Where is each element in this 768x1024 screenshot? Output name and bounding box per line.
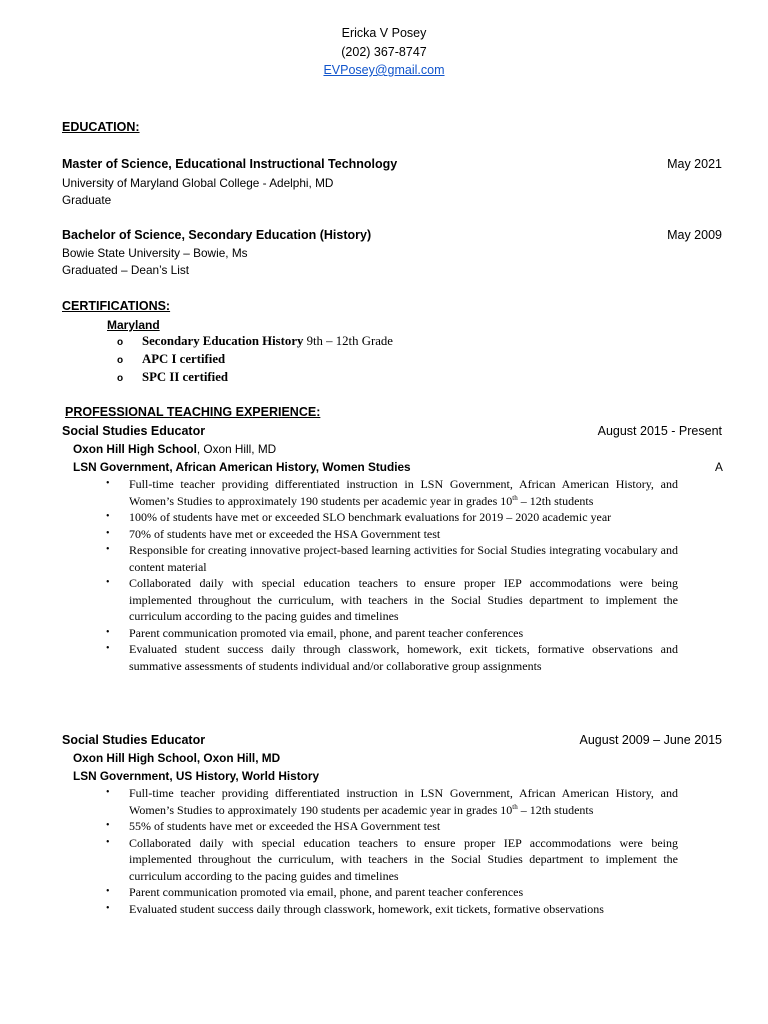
degree-1-status: Graduate	[62, 193, 112, 207]
bullet-icon: •	[106, 478, 110, 489]
bullet-icon: •	[106, 544, 110, 555]
degree-2-status: Graduated – Dean’s List	[62, 263, 190, 277]
bullet-text: Evaluated student success daily through classwork, homework, exit tickets, formative observations and summative assessments of students individual and/or collaborative group assignments	[129, 642, 678, 673]
list-item	[106, 542, 678, 575]
cert-item-rest: 9th – 12th Grade	[303, 334, 393, 348]
superscript-th: th	[512, 802, 518, 811]
job-2-bullets	[106, 785, 678, 917]
job-2-row	[62, 733, 722, 747]
list-item	[106, 818, 678, 835]
bullet-icon: o	[117, 337, 124, 348]
bullet-text-end: – 12th students	[517, 493, 594, 508]
list-item	[106, 476, 678, 509]
candidate-phone: (202) 367-8747	[341, 44, 427, 59]
job-1-subjects: LSN Government, African American History, Women Studies	[73, 460, 411, 474]
job-2-date: August 2009 – June 2015	[579, 733, 722, 747]
job-1-role: Social Studies Educator	[62, 424, 206, 438]
candidate-name: Ericka V Posey	[341, 26, 427, 40]
list-item	[106, 901, 678, 918]
bullet-text: 70% of students have met or exceeded the HSA Government test	[129, 526, 441, 541]
education-heading: EDUCATION:	[62, 120, 140, 134]
cert-state: Maryland	[107, 318, 160, 332]
cert-item-bold: Secondary Education History	[142, 334, 304, 348]
bullet-icon: •	[106, 886, 110, 897]
bullet-text: Evaluated student success daily through classwork, homework, exit tickets, formative observations	[129, 901, 604, 916]
bullet-text: Collaborated daily with special education teachers to ensure proper IEP accommodations were being implemented throughout the curriculum, with teachers in the Social Studies department to implement the curriculum according to the pacing guides and timelines	[129, 576, 678, 623]
bullet-text: 55% of students have met or exceeded the HSA Government test	[129, 819, 441, 833]
degree-1-row	[62, 157, 722, 171]
bullet-text: Collaborated daily with special education teachers to ensure proper IEP accommodations were being implemented throughout the curriculum, with teachers in the Social Studies department to implement the curriculum according to the pacing guides and timelines	[129, 835, 678, 883]
job-1-bullets	[106, 476, 678, 674]
degree-2-title: Bachelor of Science, Secondary Education (History)	[62, 228, 372, 242]
job-2-school: Oxon Hill High School, Oxon Hill, MD	[73, 751, 281, 765]
list-item	[106, 625, 678, 642]
list-item	[106, 526, 678, 543]
degree-1-title: Master of Science, Educational Instructional Technology	[62, 157, 398, 171]
job-1-date: August 2015 - Present	[597, 424, 722, 438]
job-1-row	[62, 424, 722, 438]
degree-1-date: May 2021	[667, 157, 722, 171]
bullet-icon: •	[106, 643, 110, 654]
job-1-school-location: , Oxon Hill, MD	[196, 442, 277, 456]
job-1-school-name: Oxon Hill High School	[73, 442, 197, 456]
stray-letter: A	[715, 460, 723, 474]
list-item	[106, 785, 678, 818]
bullet-icon: o	[117, 355, 124, 366]
bullet-icon: •	[106, 902, 110, 914]
degree-1-school: University of Maryland Global College - Adelphi, MD	[62, 176, 334, 190]
bullet-icon: •	[106, 836, 110, 848]
bullet-text-end: – 12th students	[517, 802, 594, 817]
bullet-icon: •	[106, 626, 110, 638]
cert-item	[117, 350, 393, 368]
cert-item	[117, 332, 393, 350]
bullet-text-start: Full-time teacher providing differentiated instruction in LSN Government, African American History, and Women’s Studies to approximately 190 students per academic year in grades 10	[129, 786, 678, 817]
bullet-icon: •	[106, 511, 110, 522]
cert-item	[117, 368, 393, 386]
job-2-subjects: LSN Government, US History, World History	[73, 769, 320, 783]
job-2-role: Social Studies Educator	[62, 733, 206, 747]
bullet-text-start: Full-time teacher providing differentiated instruction in LSN Government, African American History, and Women’s Studies to approximately 190 students per academic year in grades 10	[129, 477, 678, 508]
bullet-text: Parent communication promoted via email, phone, and parent teacher conferences	[129, 625, 524, 640]
bullet-text: Responsible for creating innovative project-based learning activities for Social Studies integrating vocabulary and content material	[129, 543, 678, 574]
degree-2-school: Bowie State University – Bowie, Ms	[62, 246, 248, 260]
degree-2-date: May 2009	[667, 228, 722, 242]
list-item	[106, 884, 678, 901]
cert-item-bold: SPC II certified	[142, 370, 229, 384]
bullet-text: 100% of students have met or exceeded SLO benchmark evaluations for 2019 – 2020 academic year	[129, 510, 612, 524]
list-item	[106, 509, 678, 526]
cert-list	[117, 332, 393, 386]
degree-2-row	[62, 228, 722, 242]
resume-header	[0, 24, 768, 80]
candidate-email-link[interactable]: EVPosey@gmail.com	[323, 63, 445, 77]
experience-heading: PROFESSIONAL TEACHING EXPERIENCE:	[65, 405, 321, 419]
list-item	[106, 835, 678, 885]
bullet-icon: o	[117, 373, 124, 384]
bullet-icon: •	[106, 527, 110, 539]
bullet-icon: •	[106, 787, 110, 798]
bullet-text: Parent communication promoted via email, phone, and parent teacher conferences	[129, 885, 524, 899]
superscript-th: th	[512, 493, 518, 502]
list-item	[106, 641, 678, 674]
list-item	[106, 575, 678, 625]
cert-item-bold: APC I certified	[142, 352, 226, 366]
bullet-icon: •	[106, 577, 110, 588]
bullet-icon: •	[106, 820, 110, 831]
job-1-school	[73, 442, 276, 456]
certifications-heading: CERTIFICATIONS:	[62, 299, 171, 313]
